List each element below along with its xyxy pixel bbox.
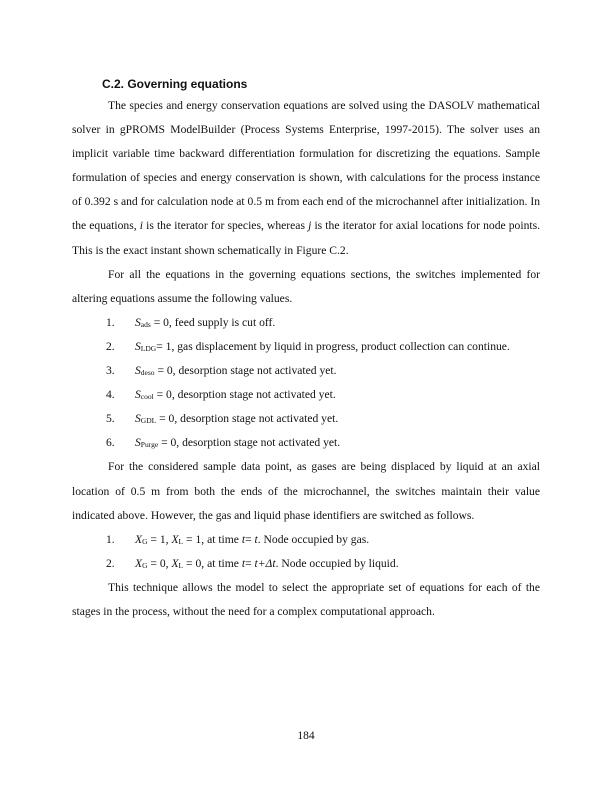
phase-identifier-list: [72, 528, 540, 576]
paragraph-sample-point: For the considered sample data point, as gases are being displaced by liquid at an axial location of 0.5 m from both the ends of the microchannel, the switches maintain their value indicated above. However, the gas and liquid phase identifiers are switched as follows.: [72, 460, 540, 522]
identifier-item: 2. $X_G = 0$, $X_L = 0$, at time t= t+Δt. Node occupied by liquid.: [106, 556, 399, 570]
paragraph-conclusion: This technique allows the model to select the appropriate set of equations for each of the stages in the process, without the need for a complex computational approach.: [72, 580, 540, 618]
section-heading: C.2. Governing equations: [102, 77, 248, 91]
switch-list: [72, 311, 540, 456]
paragraph-text: is the iterator for species, whereas: [142, 219, 309, 233]
identifier-item: 1. $X_G = 1$, $X_L = 1$, at time t= t. Node occupied by gas.: [106, 532, 370, 546]
paragraph-text: The species and energy conservation equations are solved using the DASOLV mathematical solver in gPROMS ModelBuilder (Process Systems Enterprise, 1997-2015). The solver uses an implicit variable time backward differentiation formulation for discretizing the equations. Sample formulation of species and energy conservation is shown, with calculations for the process instance of 0.392 s and for calculation node at 0.5 m from each end of the microchannel after initialization. In the equations,: [72, 99, 540, 233]
switch-item: 4. $S_{cool} = 0$, desorption stage not activated yet.: [106, 388, 336, 402]
switch-item: 1. $S_{ads} = 0$, feed supply is cut off.: [106, 315, 276, 329]
switch-item: 5. $S_{GDL} = 0$, desorption stage not activated yet.: [106, 412, 339, 426]
iterator-j: j: [308, 219, 312, 233]
page-number: 184: [297, 730, 315, 742]
switch-item: 2. $S_{LDG}= 1$, gas displacement by liquid in progress, product collection can continue.: [106, 339, 510, 353]
paragraph-solver-description: [72, 94, 540, 263]
switch-item: 6. $S_{Purge} = 0$, desorption stage not activated yet.: [106, 436, 341, 450]
page-content: [72, 74, 540, 624]
paragraph-switches-intro: For all the equations in the governing equations sections, the switches implemented for altering equations assume the following values.: [72, 267, 540, 305]
paragraph-text: is the iterator for axial locations for node points. This is the exact instant shown schematically in Figure C.2.: [72, 219, 540, 257]
switch-item: 3. $S_{deso} = 0$, desorption stage not activated yet.: [106, 364, 337, 378]
iterator-i: i: [139, 219, 143, 233]
